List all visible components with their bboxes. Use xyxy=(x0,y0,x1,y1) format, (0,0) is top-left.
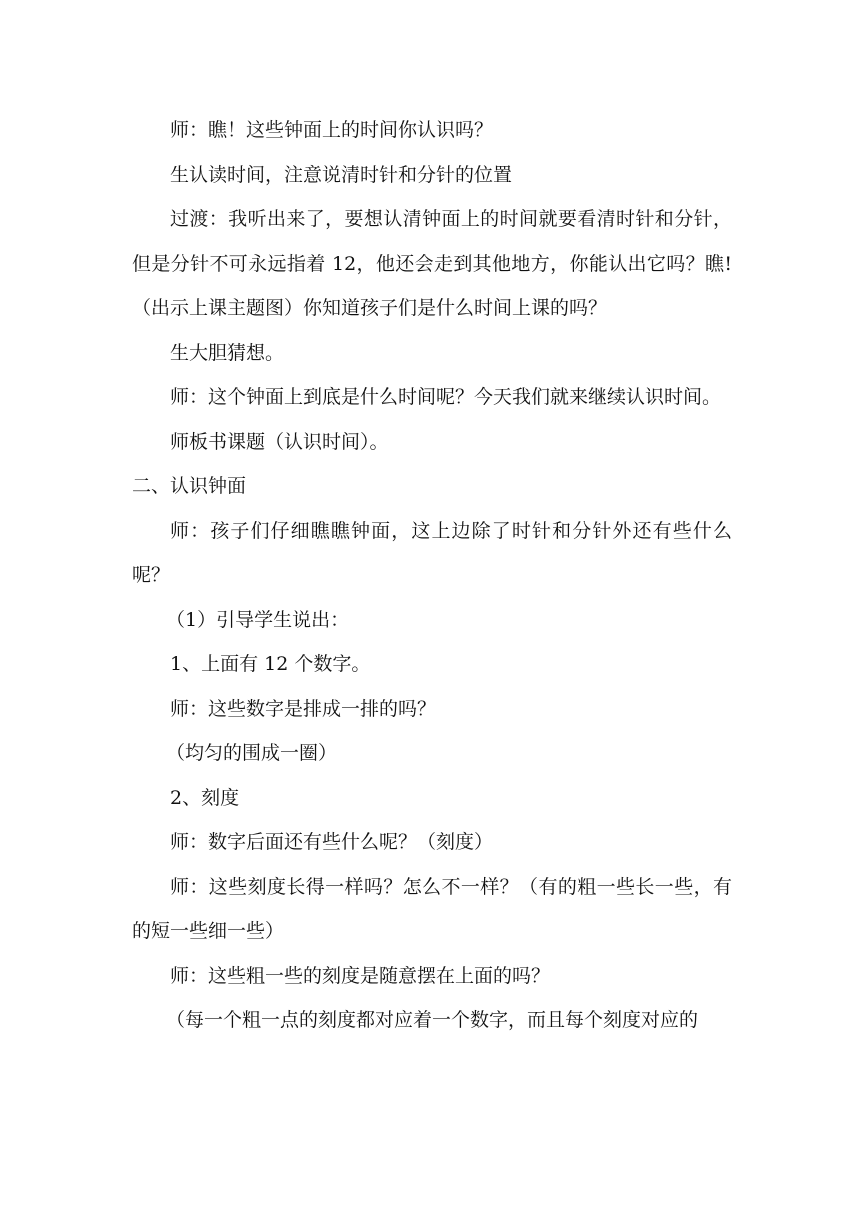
section-heading: 二、认识钟面 xyxy=(132,475,247,497)
paragraph-teacher-question: 师：瞧！这些钟面上的时间你认识吗？ xyxy=(170,119,494,141)
paragraph-ticks-compare: 师：这些刻度长得一样吗？怎么不一样？（有的粗一些长一些，有的短一些细一些） xyxy=(132,875,732,942)
paragraph-thick-ticks-question: 师：这些粗一些的刻度是随意摆在上面的吗？ xyxy=(170,964,551,987)
paragraph-ticks-question: 师：数字后面还有些什么呢？（刻度） xyxy=(170,831,494,853)
paragraph-numbers-question: 师：这些数字是排成一排的吗？ xyxy=(170,697,437,720)
paragraph-ticks: 2、刻度 xyxy=(170,786,240,809)
paragraph-board-title: 师板书课题（认识时间）。 xyxy=(170,430,389,453)
paragraph-transition: 过渡：我听出来了，要想认清钟面上的时间就要看清时针和分针，但是分针不可永远指着 12，他还会走到其他地方，你能认出它吗？瞧!（出示上课主题图）你知道孩子们是什么时间上课的吗？ xyxy=(132,208,732,319)
paragraph-guide-students: （1）引导学生说出： xyxy=(166,608,350,631)
paragraph-thick-ticks-answer: （每一个粗一点的刻度都对应着一个数字，而且每个刻度对应的 xyxy=(166,1009,699,1031)
paragraph-student-guess: 生大胆猜想。 xyxy=(170,341,285,364)
paragraph-numbers: 1、上面有 12 个数字。 xyxy=(170,653,371,675)
paragraph-numbers-answer: （均匀的围成一圈） xyxy=(166,742,338,764)
paragraph-student-reading: 生认读时间，注意说清时针和分针的位置 xyxy=(170,163,513,186)
paragraph-clockface-question: 师：孩子们仔细瞧瞧钟面，这上边除了时针和分针外还有些什么呢？ xyxy=(132,519,732,586)
paragraph-teacher-intro: 师：这个钟面上到底是什么时间呢？今天我们就来继续认识时间。 xyxy=(170,386,722,408)
document-body xyxy=(132,108,732,1043)
